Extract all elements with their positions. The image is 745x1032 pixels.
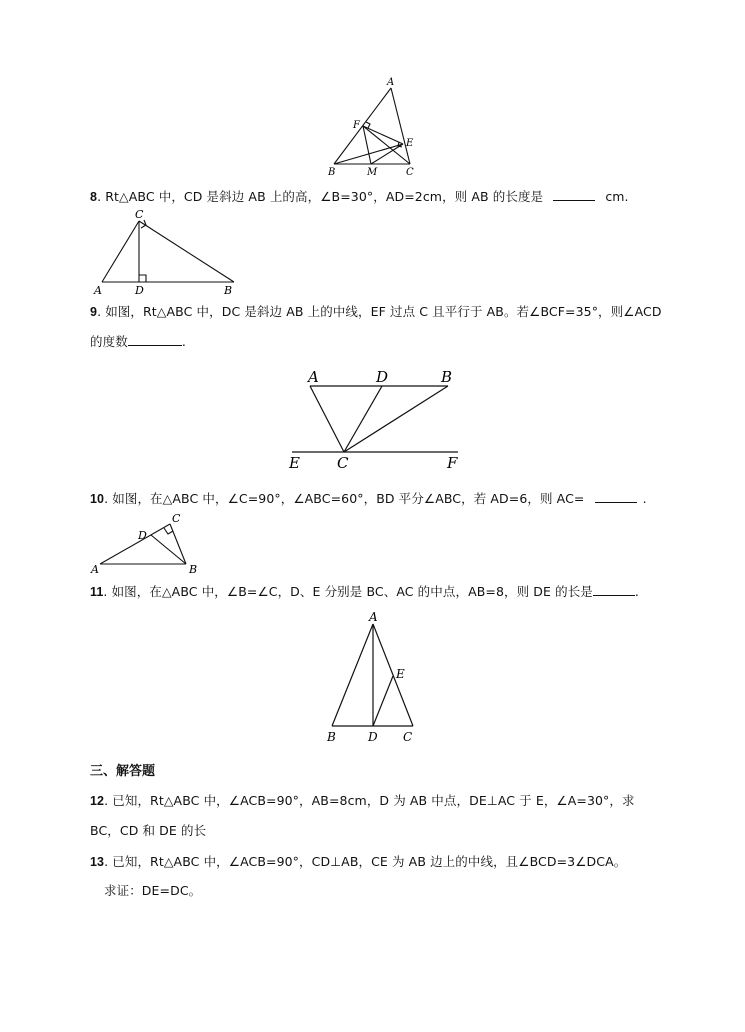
answer-blank[interactable] [595,490,637,503]
label-B: B [224,284,233,297]
label-B: B [189,563,198,576]
question-9 [90,303,662,321]
question-tail: . [642,491,647,506]
label-D: D [138,529,147,542]
label-B: B [441,368,453,386]
label-A: A [369,610,378,624]
question-text-line1: . 如图，Rt△ABC 中，DC 是斜边 AB 上的中线，EF 过点 C 且平行于 AB。若∠BCF=35°，则∠ACD [97,304,662,319]
figure-q10 [90,510,200,578]
question-text-line2: 求证：DE=DC。 [104,883,202,898]
question-number: 13 [90,855,105,869]
question-number: 11 [90,585,104,599]
figure-q8 [92,206,242,298]
question-number: 8 [90,190,98,204]
figure-q9 [286,366,466,474]
answer-blank[interactable] [553,188,595,201]
question-text-line2: 的度数 [90,334,128,349]
label-D: D [135,284,144,297]
label-A: A [387,77,395,88]
label-B: B [327,730,336,744]
label-A: A [91,563,99,576]
triangle-abc-figure-q7 [325,76,425,178]
label-C: C [403,730,413,744]
question-tail: . [181,334,186,349]
label-A: A [308,368,319,386]
answer-blank[interactable] [128,333,182,346]
question-number: 10 [90,492,105,506]
label-D: D [368,730,378,744]
label-E: E [406,138,414,149]
question-tail: . [634,584,639,599]
question-number: 12 [90,794,105,808]
unit-text: cm. [605,189,629,204]
label-F: F [447,454,458,472]
question-text-line1: . 已知，Rt△ABC 中，∠ACB=90°，CD⊥AB，CE 为 AB 边上的中线，且∠BCD=3∠DCA。 [104,854,627,869]
label-E: E [396,667,405,681]
question-10 [90,490,647,508]
section-heading: 三、解答题 [90,764,156,779]
parallel-lines-figure-q9 [286,366,466,474]
label-B: B [328,167,336,178]
question-text-line2: BC，CD 和 DE 的长 [90,823,207,838]
label-C: C [406,167,414,178]
label-C: C [135,208,144,221]
right-triangle-figure-q8 [92,206,242,298]
right-triangle-figure-q10 [90,510,200,578]
label-C: C [172,512,181,525]
figure-q11 [322,610,422,746]
label-A: A [94,284,102,297]
question-text: . 如图，在△ABC 中，∠B=∠C，D、E 分别是 BC、AC 的中点，AB=8，则 DE 的长是 [103,584,593,599]
label-C: C [337,454,349,472]
question-13 [90,853,626,871]
question-11 [90,583,639,601]
question-text-line1: . 已知，Rt△ABC 中，∠ACB=90°，AB=8cm，D 为 AB 中点，DE⊥AC 于 E，∠A=30°，求 [104,793,635,808]
question-text: . 如图，在△ABC 中，∠C=90°，∠ABC=60°，BD 平分∠ABC，若 AD=6，则 AC= [104,491,585,506]
figure-q7 [325,76,425,178]
label-E: E [289,454,300,472]
label-D: D [376,368,389,386]
label-F: F [353,120,360,131]
question-13-line2 [104,882,201,900]
question-12 [90,792,635,810]
question-number: 9 [90,305,98,319]
question-9-line2 [90,333,186,351]
question-8 [90,188,629,206]
question-text: . Rt△ABC 中，CD 是斜边 AB 上的高，∠B=30°，AD=2cm，则 AB 的长度是 [97,189,544,204]
answer-blank[interactable] [593,583,635,596]
isosceles-triangle-figure-q11 [322,610,422,746]
label-M: M [367,167,378,178]
question-12-line2 [90,822,206,840]
